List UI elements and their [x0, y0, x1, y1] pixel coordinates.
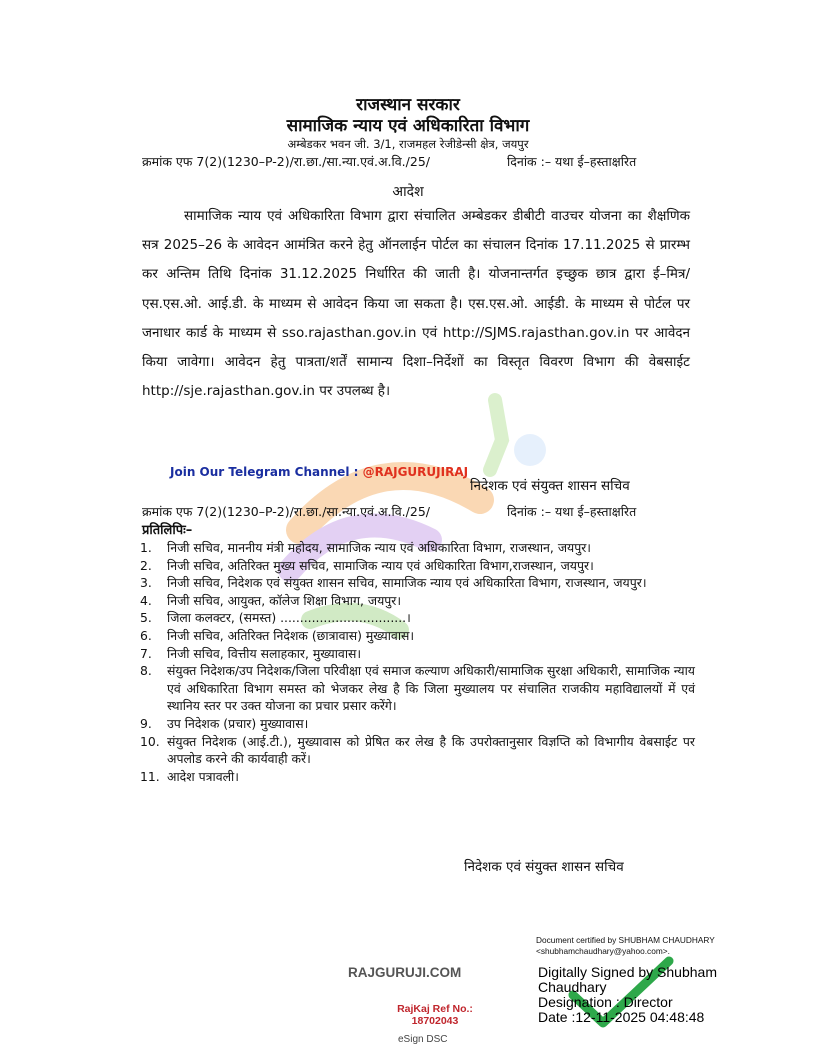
- list-item: 5. जिला कलक्टर, (समस्त) ................................।: [140, 610, 411, 626]
- signer-designation: Designation : Director: [538, 994, 673, 1010]
- order-paragraph: [142, 202, 690, 406]
- rajkaj-reference: [380, 1003, 490, 1027]
- telegram-label: Join Our Telegram Channel :: [170, 465, 363, 479]
- rajkaj-number: 18702043: [411, 1015, 459, 1027]
- paragraph-line: सामाजिक न्याय एवं अधिकारिता विभाग द्वारा संचालित अम्बेडकर डीबीटी: [184, 208, 546, 224]
- paragraph-line: जाती है। योजनान्तर्गत इच्छुक छात्र द्वारा ई–मित्र/एस.एस.ओ. आई.डी. के माध्यम से आवेदन: [142, 266, 690, 312]
- telegram-channel[interactable]: [170, 465, 468, 479]
- reference-number: क्रमांक एफ 7(2)(1230–P-2)/रा.छा./सा.न्या.एवं.अ.वि./25/: [142, 154, 430, 169]
- reference-date: दिनांक :– यथा ई–हस्ताक्षरित: [507, 154, 637, 169]
- list-item: 2. निजी सचिव, अतिरिक्त मुख्य सचिव, सामाजिक न्याय एवं अधिकारिता विभाग,राजस्थान, जयपुर।: [140, 557, 594, 573]
- reference-number-2: क्रमांक एफ 7(2)(1230–P-2)/रा.छा./सा.न्या.एवं.अ.वि./25/: [142, 504, 430, 519]
- list-item: 6. निजी सचिव, अतिरिक्त निदेशक (छात्रावास) मुख्यावास।: [140, 627, 415, 643]
- site-name: RAJGURUJI.COM: [348, 965, 462, 980]
- copy-heading: प्रतिलिपिः–: [142, 523, 193, 538]
- signatory-title: निदेशक एवं संयुक्त शासन सचिव: [470, 478, 630, 494]
- header-government: राजस्थान सरकार: [356, 95, 460, 115]
- paragraph-line: sso.rajasthan.gov.in एवं http://SJMS.rajasthan.gov.in पर आवेदन किया जावेगा। आवेदन: [142, 324, 690, 371]
- paragraph-line: हेतु पात्रता/शर्तें सामान्य दिशा–निर्देशों का विस्तृत विवरण विभाग की वेबसाईट: [270, 354, 690, 371]
- signature-date: Date :12-11-2025 04:48:48: [538, 1009, 705, 1025]
- signatory-title-2: निदेशक एवं संयुक्त शासन सचिव: [464, 859, 624, 875]
- paragraph-line: किया जा सकता है। एस.एस.ओ. आईडी. के माध्यम से पोर्टल पर जनाधार कार्ड के माध्यम से: [142, 295, 691, 341]
- list-item: 10. संयुक्त निदेशक (आई.टी.), मुख्यावास को प्रेषित कर लेख है कि उपरोक्तानुसार विज्ञप्ति को विभागीय वेबसाईट पर अपलोड करने की कार्यवाही करें।: [140, 733, 695, 767]
- paragraph-line: वाउचर योजना का शैक्षणिक सत्र 2025–26 के आवेदन आमंत्रित करने हेतु ऑनलाईन पोर्टल: [142, 208, 690, 254]
- telegram-handle[interactable]: @RAJGURUJIRAJ: [362, 465, 469, 479]
- list-item: 8. संयुक्त निदेशक/उप निदेशक/जिला परिवीक्षा एवं समाज कल्याण अधिकारी/सामाजिक सुरक्षा अधिकारी, सामाजिक न्याय एवं अधिकारिता विभाग समस्त को भेजकर लेख है कि जिला मुख्यालय पर संचालित राजकीय महाविद्यालयों में एवं स्थानिय स्तर पर उक्त योजना का प्रचार प्रसार करेंगे।: [140, 663, 695, 714]
- header-department: सामाजिक न्याय एवं अधिकारिता विभाग: [286, 116, 530, 136]
- esign-label: eSign DSC: [398, 1034, 448, 1045]
- header-address: अम्बेडकर भवन जी. 3/1, राजमहल रेजीडेन्सी क्षेत्र, जयपुर: [287, 137, 529, 151]
- list-item: 1. निजी सचिव, माननीय मंत्री महोदय, सामाजिक न्याय एवं अधिकारिता विभाग, राजस्थान, जयपुर।: [140, 540, 591, 555]
- list-item: 11. आदेश पत्रावली।: [140, 768, 239, 784]
- copy-list: [140, 539, 695, 785]
- list-item: 3. निजी सचिव, निदेशक एवं संयुक्त शासन सचिव, सामाजिक न्याय एवं अधिकारिता विभाग, राजस्थान, जयपुर।: [140, 575, 647, 591]
- list-item: 9. उप निदेशक (प्रचार) मुख्यावास।: [140, 715, 309, 731]
- certificate-line: Document certified by SHUBHAM CHAUDHARY: [536, 935, 715, 945]
- certificate-notice: [536, 935, 715, 957]
- paragraph-line: http://sje.rajasthan.gov.in पर उपलब्ध है।: [142, 383, 391, 400]
- signed-by: Digitally Signed by Shubham: [538, 964, 717, 980]
- list-item: 7. निजी सचिव, वित्तीय सलाहकार, मुख्यावास।: [140, 645, 362, 661]
- order-title: आदेश: [392, 184, 424, 200]
- list-item: 4. निजी सचिव, आयुक्त, कॉलेज शिक्षा विभाग, जयपुर।: [140, 592, 402, 608]
- certificate-email: <shubhamchaudhary@yahoo.com>.: [536, 946, 670, 956]
- digital-signature: [538, 965, 717, 1025]
- signed-by-name: Chaudhary: [538, 979, 607, 995]
- reference-date-2: दिनांक :– यथा ई–हस्ताक्षरित: [507, 504, 637, 519]
- rajkaj-label: RajKaj Ref No.:: [397, 1003, 473, 1015]
- paragraph-line: का संचालन दिनांक 17.11.2025 से प्रारम्भ कर अन्तिम तिथि दिनांक 31.12.2025 निर्धारित की: [142, 237, 690, 283]
